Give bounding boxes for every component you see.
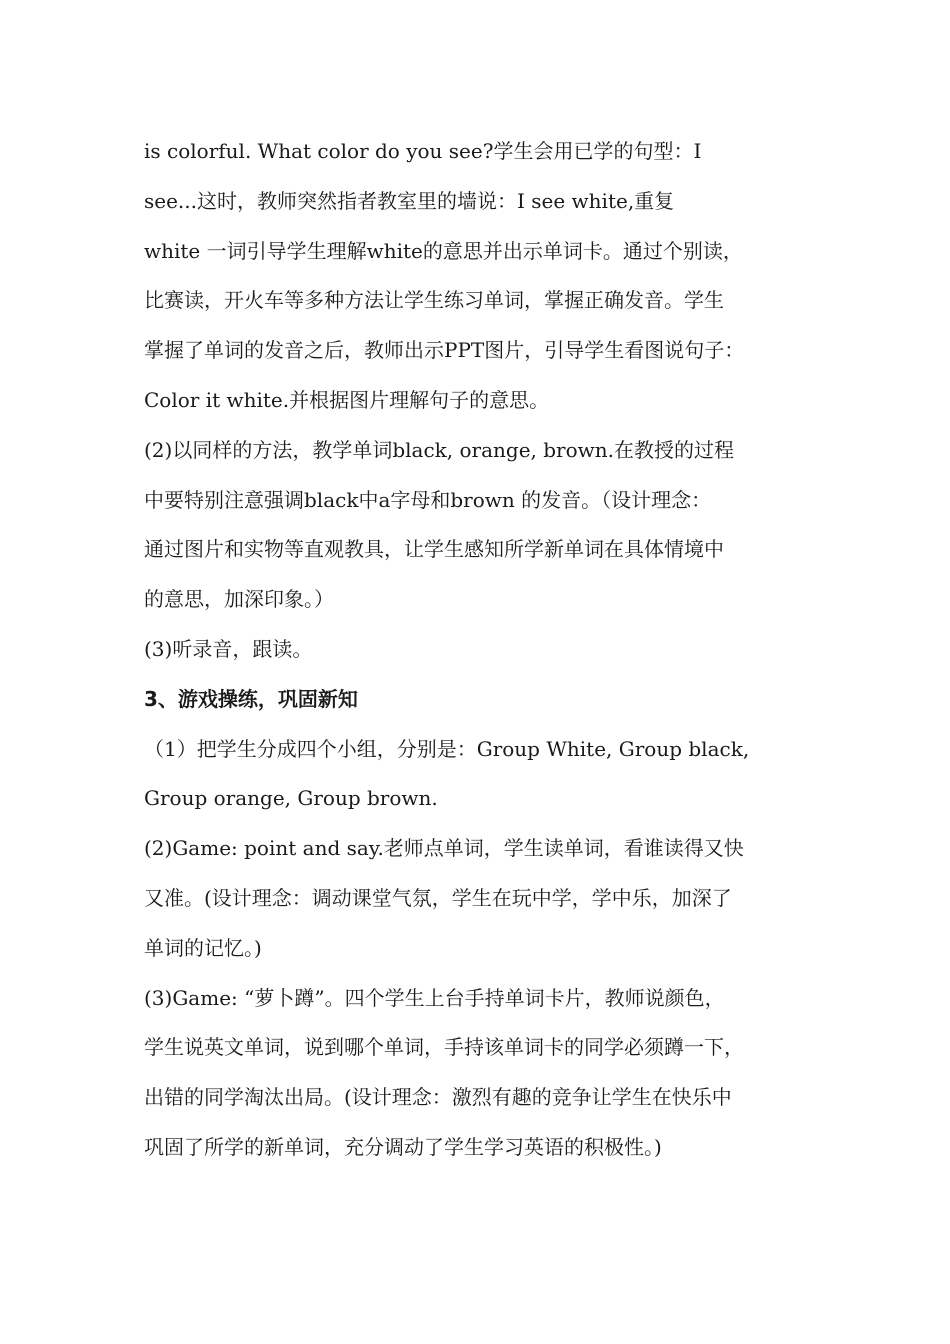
section-heading: 3、游戏操练，巩固新知	[144, 686, 358, 711]
paragraph-line: 中要特别注意强调black中a字母和brown 的发音。（设计理念：	[144, 487, 712, 512]
paragraph-line: （1）把学生分成四个小组，分别是：Group White, Group black,	[144, 736, 750, 761]
paragraph-line: 掌握了单词的发音之后，教师出示PPT图片，引导学生看图说句子：	[144, 338, 745, 363]
paragraph-line: 学生说英文单词，说到哪个单词，手持该单词卡的同学必须蹲一下，	[144, 1035, 744, 1060]
paragraph-line: is colorful. What color do you see?学生会用已学的句型：I	[144, 139, 702, 163]
paragraph-line: (3)听录音，跟读。	[144, 636, 313, 661]
paragraph-line: see...这时，教师突然指者教室里的墙说：I see white,重复	[144, 188, 675, 213]
paragraph-line: (3)Game: “萝卜蹲”。四个学生上台手持单词卡片，教师说颜色，	[144, 985, 725, 1010]
paragraph-line: 的意思，加深印象。）	[144, 587, 334, 612]
paragraph-line: white 一词引导学生理解white的意思并出示单词卡。通过个别读，	[144, 238, 743, 263]
paragraph-line: (2)以同样的方法，教学单词black, orange, brown.在教授的过程	[144, 437, 735, 462]
document-body	[144, 127, 814, 1173]
paragraph-line: 巩固了所学的新单词，充分调动了学生学习英语的积极性。)	[144, 1134, 662, 1159]
paragraph-line: 出错的同学淘汰出局。(设计理念：激烈有趣的竞争让学生在快乐中	[144, 1085, 732, 1110]
paragraph-line: 单词的记忆。)	[144, 935, 262, 960]
paragraph-line: 又准。(设计理念：调动课堂气氛，学生在玩中学，学中乐，加深了	[144, 885, 732, 910]
paragraph-line: Color it white.并根据图片理解句子的意思。	[144, 387, 550, 412]
paragraph-line: Group orange, Group brown.	[144, 786, 438, 811]
paragraph-line: (2)Game: point and say.老师点单词，学生读单词，看谁读得又快	[144, 836, 744, 861]
paragraph-line: 比赛读，开火车等多种方法让学生练习单词，掌握正确发音。学生	[144, 288, 724, 313]
paragraph-line: 通过图片和实物等直观教具，让学生感知所学新单词在具体情境中	[144, 537, 724, 562]
